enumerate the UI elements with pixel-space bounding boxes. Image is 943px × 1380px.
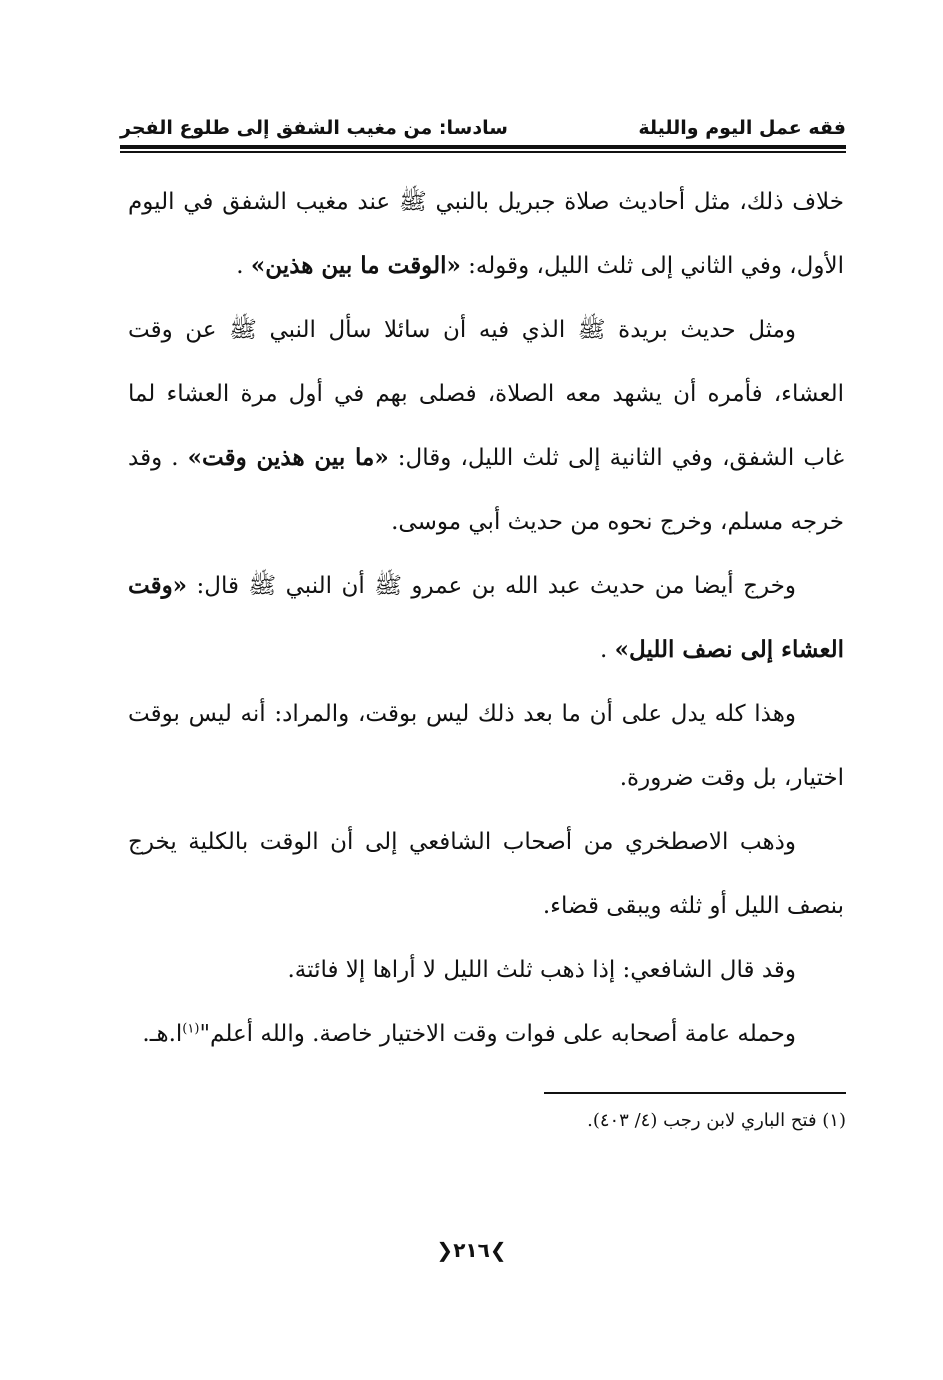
paragraph-1	[128, 170, 844, 298]
paragraph-2-text: ومثل حديث بريدة ﷺ الذي فيه أن سائلا سأل النبي ﷺ عن وقت العشاء، فأمره أن يشهد معه الصلاة، فصلى بهم في أول مرة العشاء لما غاب الشفق، وفي الثانية إلى ثلث الليل، وقال:	[128, 317, 845, 471]
paragraph-7-text: وحمله عامة أصحابه على فوات وقت الاختيار خاصة. والله أعلم"	[199, 1021, 796, 1047]
paragraph-7	[128, 1002, 844, 1066]
paragraph-7-end: ا.هـ.	[142, 1021, 183, 1047]
page-number: ٢١٦	[453, 1238, 490, 1262]
footnote-reference[interactable]: (١)	[182, 1021, 200, 1037]
paragraph-2	[128, 298, 844, 554]
paragraph-4: وهذا كله يدل على أن ما بعد ذلك ليس بوقت، والمراد: أنه ليس بوقت اختيار، بل وقت ضرورة.	[128, 701, 844, 791]
header-rule-thin	[120, 151, 846, 153]
main-text	[128, 170, 844, 1066]
footnote-1: (١) فتح الباري لابن رجب (٤/ ٤٠٣).	[587, 1110, 846, 1131]
header-rule-thick	[120, 145, 846, 149]
paragraph-3-text: وخرج أيضا من حديث عبد الله بن عمرو ﷺ أن النبي ﷺ قال:	[187, 573, 796, 599]
hadith-quote-3: «وقت العشاء إلى نصف الليل»	[128, 572, 844, 663]
footnote-separator	[544, 1092, 846, 1094]
paragraph-5: وذهب الاصطخري من أصحاب الشافعي إلى أن الوقت بالكلية يخرج بنصف الليل أو ثلثه ويبقى قضاء.	[128, 829, 844, 919]
hadith-quote-1: «الوقت ما بين هذين»	[250, 252, 461, 279]
chapter-title: سادسا: من مغيب الشفق إلى طلوع الفجر	[120, 117, 508, 139]
book-title: فقه عمل اليوم والليلة	[638, 117, 846, 139]
page-number-block	[0, 1238, 943, 1262]
paragraph-3	[128, 554, 844, 682]
paragraph-6: وقد قال الشافعي: إذا ذهب ثلث الليل لا أراها إلا فائتة.	[287, 957, 796, 983]
page-ornament-left: ❮	[436, 1238, 454, 1262]
hadith-quote-2: «ما بين هذين وقت»	[187, 444, 389, 471]
running-header	[120, 113, 846, 143]
paragraph-3-end: .	[600, 637, 615, 663]
paragraph-2-end: . وقد خرجه مسلم، وخرج نحوه من حديث أبي موسى.	[128, 445, 844, 535]
paragraph-1-end: .	[236, 253, 251, 279]
paragraph-1-text: خلاف ذلك، مثل أحاديث صلاة جبريل بالنبي ﷺ عند مغيب الشفق في اليوم الأول، وفي الثاني إلى ثلث الليل، وقوله:	[128, 189, 844, 279]
page-ornament-right: ❯	[489, 1238, 507, 1262]
